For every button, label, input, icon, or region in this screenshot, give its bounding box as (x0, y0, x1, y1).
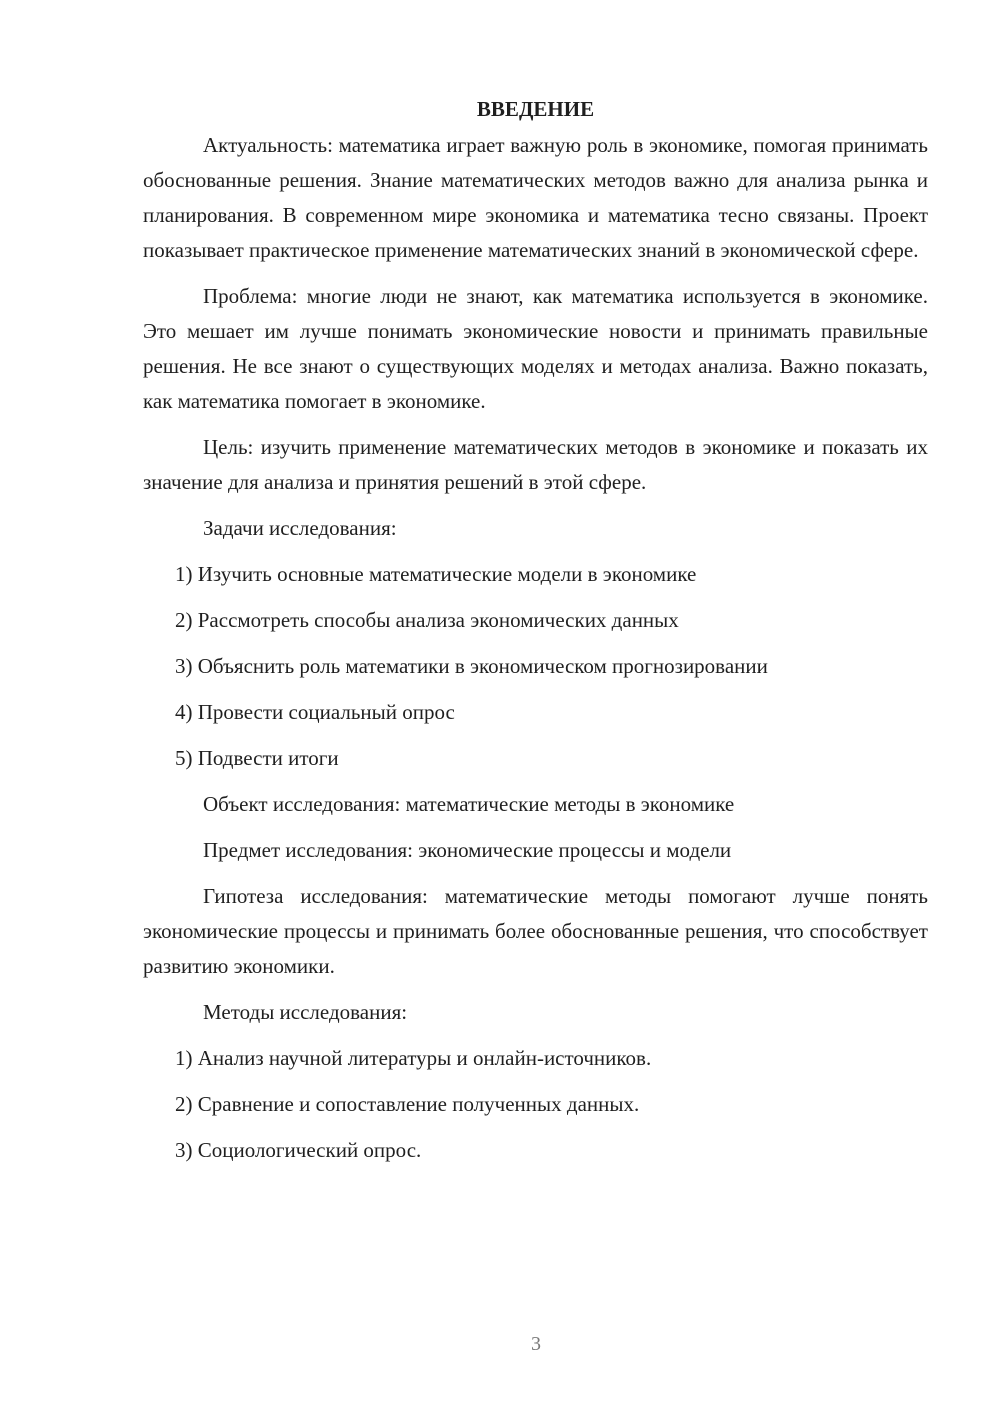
object-paragraph: Объект исследования: математические методы в экономике (203, 792, 735, 816)
problem-paragraph: Проблема: многие люди не знают, как математика используется в экономике. Это мешает им лучше понимать экономические новости и принимать правильные решения. Не все знают о существующих моделях и методах анализа. Важно показать, как математика помогает в экономике. (143, 284, 928, 413)
goal-paragraph: Цель: изучить применение математических методов в экономике и показать их значение для анализа и принятия решений в этой сфере. (143, 435, 928, 494)
tasks-list (143, 557, 928, 776)
list-item: 1) Анализ научной литературы и онлайн-источников. (175, 1046, 652, 1070)
hypothesis-paragraph: Гипотеза исследования: математические методы помогают лучше понять экономические процессы и принимать более обоснованные решения, что способствует развитию экономики. (143, 884, 928, 978)
page-number: 3 (531, 1333, 541, 1355)
tasks-heading: Задачи исследования: (203, 516, 397, 540)
list-item: 1) Изучить основные математические модели в экономике (175, 562, 697, 586)
list-item: 3) Социологический опрос. (175, 1138, 422, 1162)
subject-paragraph: Предмет исследования: экономические процессы и модели (203, 838, 732, 862)
methods-list (143, 1041, 928, 1168)
list-item: 4) Провести социальный опрос (175, 700, 455, 724)
list-item: 3) Объяснить роль математики в экономическом прогнозировании (175, 654, 768, 678)
list-item: 5) Подвести итоги (175, 746, 339, 770)
relevance-paragraph: Актуальность: математика играет важную роль в экономике, помогая принимать обоснованные решения. Знание математических методов важно для анализа рынка и планирования. В современном мире экономика и математика тесно связаны. Проект показывает практическое применение математических знаний в экономической сфере. (143, 133, 928, 262)
list-item: 2) Сравнение и сопоставление полученных данных. (175, 1092, 640, 1116)
methods-heading: Методы исследования: (203, 1000, 408, 1024)
document-body (143, 92, 928, 1179)
page-title: ВВЕДЕНИЕ (476, 97, 595, 121)
list-item: 2) Рассмотреть способы анализа экономических данных (175, 608, 679, 632)
